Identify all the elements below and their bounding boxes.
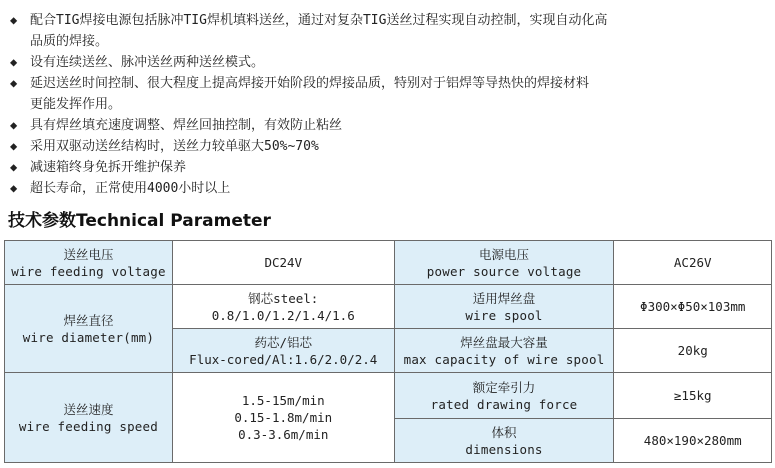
flux-core-sizes: Flux-cored/Al:1.6/2.0/2.4 [189, 351, 378, 367]
section-title: 技术参数Technical Parameter [8, 211, 271, 231]
feed-speed-range: 0.3-3.6m/min [238, 427, 329, 442]
diamond-bullet-icon: ◆ [10, 55, 18, 69]
drawing-force-cn: 额定牵引力 [472, 379, 536, 395]
table-row [5, 373, 772, 419]
flux-core-value [172, 329, 394, 373]
feed-speed-cn: 送丝速度 [63, 401, 114, 417]
drawing-force-en: rated drawing force [430, 396, 578, 412]
feature-item [10, 115, 770, 136]
dimensions-label [394, 419, 614, 463]
diamond-bullet-icon: ◆ [10, 13, 18, 27]
wire-spool-en: wire spool [465, 307, 543, 323]
wire-diameter-en: wire diameter(mm) [22, 329, 155, 345]
table-row [5, 285, 772, 329]
spool-capacity-label [394, 329, 614, 373]
feature-item [10, 73, 770, 115]
steel-core-cn: 钢芯steel: [248, 290, 319, 306]
spool-capacity-value: 20kg [614, 329, 772, 373]
dimensions-value: 480×190×280mm [614, 419, 772, 463]
feed-voltage-en: wire feeding voltage [11, 263, 166, 279]
power-voltage-en: power source voltage [426, 263, 582, 279]
feature-item [10, 136, 770, 157]
feed-speed-en: wire feeding speed [18, 418, 158, 434]
wire-diameter-label [5, 285, 173, 373]
feature-text: 采用双驱动送丝结构时，送丝力较单驱大50%~70% [30, 139, 319, 154]
feed-speed-range: 1.5-15m/min [241, 393, 325, 408]
feature-text: 超长寿命，正常使用4000小时以上 [30, 181, 231, 196]
wire-spool-cn: 适用焊丝盘 [472, 290, 536, 306]
wire-spool-value: Φ300×Φ50×103mm [614, 285, 772, 329]
feature-text: 减速箱终身免拆开维护保养 [30, 160, 187, 175]
feed-voltage-value: DC24V [172, 241, 394, 285]
feature-item [10, 157, 770, 178]
feature-list [10, 10, 770, 199]
drawing-force-label [394, 373, 614, 419]
feature-text: 品质的焊接。 [30, 34, 109, 49]
feature-text: 设有连续送丝、脉冲送丝两种送丝模式。 [30, 55, 265, 70]
feature-text: 具有焊丝填充速度调整、焊丝回抽控制，有效防止粘丝 [30, 118, 343, 133]
feature-text: 更能发挥作用。 [30, 97, 122, 112]
steel-core-sizes: 0.8/1.0/1.2/1.4/1.6 [211, 307, 355, 323]
feature-item [10, 52, 770, 73]
dimensions-cn: 体积 [491, 424, 517, 440]
spool-capacity-cn: 焊丝盘最大容量 [460, 334, 548, 350]
feature-text: 配合TIG焊接电源包括脉冲TIG焊机填料送丝，通过对复杂TIG送丝过程实现自动控制，实现自动化高 [30, 13, 608, 28]
feature-item [10, 178, 770, 199]
power-voltage-value: AC26V [614, 241, 772, 285]
diamond-bullet-icon: ◆ [10, 118, 18, 132]
feed-speed-label [5, 373, 173, 463]
spool-capacity-en: max capacity of wire spool [403, 351, 605, 367]
drawing-force-value: ≥15kg [614, 373, 772, 419]
wire-diameter-cn: 焊丝直径 [63, 312, 114, 328]
feed-speed-value [172, 373, 394, 463]
steel-core-value [172, 285, 394, 329]
table-row [5, 241, 772, 285]
diamond-bullet-icon: ◆ [10, 181, 18, 195]
feature-item [10, 10, 770, 52]
power-voltage-cn: 电源电压 [479, 246, 530, 262]
flux-core-cn: 药芯/铝芯 [254, 334, 313, 350]
power-voltage-label [394, 241, 614, 285]
dimensions-en: dimensions [465, 441, 543, 457]
feed-voltage-cn: 送丝电压 [63, 246, 114, 262]
feed-voltage-label [5, 241, 173, 285]
diamond-bullet-icon: ◆ [10, 139, 18, 153]
parameter-table [4, 240, 772, 463]
feed-speed-range: 0.15-1.8m/min [234, 410, 333, 425]
feature-text: 延迟送丝时间控制、很大程度上提高焊接开始阶段的焊接品质，特别对于铝焊等导热快的焊接材料 [30, 76, 590, 91]
diamond-bullet-icon: ◆ [10, 76, 18, 90]
wire-spool-label [394, 285, 614, 329]
diamond-bullet-icon: ◆ [10, 160, 18, 174]
